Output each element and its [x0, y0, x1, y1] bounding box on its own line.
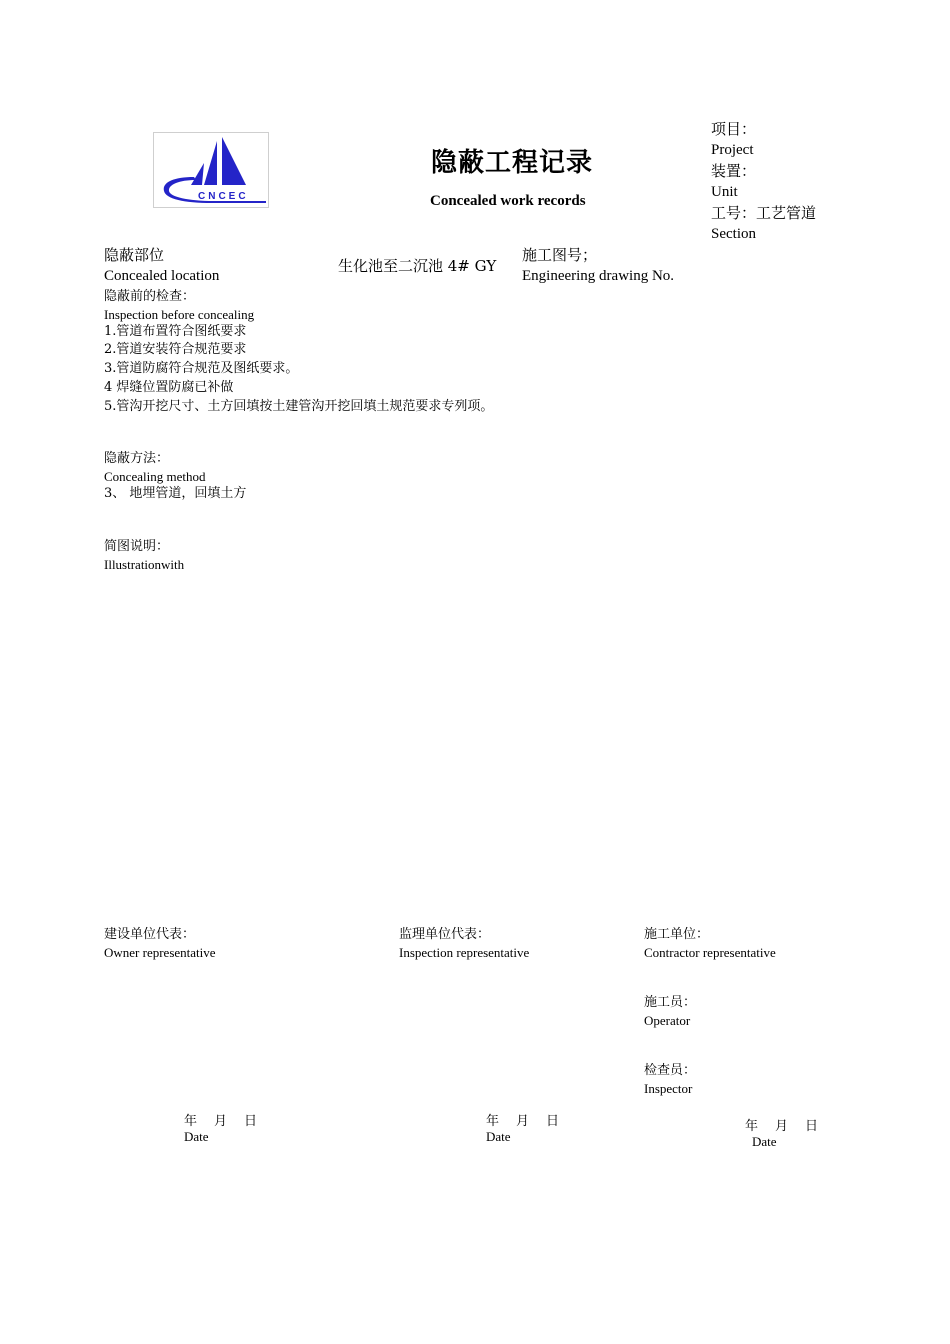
- inspection-rep-label-en: Inspection representative: [399, 945, 530, 960]
- svg-text:CNCEC: CNCEC: [198, 191, 249, 202]
- inspection-item: 4 焊缝位置防腐已补做: [104, 380, 234, 395]
- illustration-label-en: Illustrationwith: [104, 557, 185, 572]
- section-label-zh: 工号：工艺管道: [711, 204, 817, 222]
- date-year: 年: [184, 1114, 200, 1129]
- owner-date-en: Date: [184, 1129, 209, 1144]
- inspection-item: 3.管道防腐符合规范及图纸要求。: [104, 361, 299, 376]
- inspector-label-zh: 检查员：: [644, 1063, 697, 1078]
- date-month: 月: [775, 1119, 791, 1134]
- owner-rep-label-en: Owner representative: [104, 945, 216, 960]
- inspection-item: 2.管道安装符合规范要求: [104, 342, 247, 357]
- location-value: 生化池至二沉池 4# GY: [338, 257, 497, 275]
- project-label-zh: 项目：: [711, 120, 757, 138]
- inspection-date-en: Date: [486, 1129, 511, 1144]
- inspection-item: 5.管沟开挖尺寸、土方回填按土建管沟开挖回填土规范要求专列项。: [104, 399, 494, 414]
- cncec-logo: [153, 132, 269, 208]
- operator-label-en: Operator: [644, 1013, 691, 1028]
- date-month: 月: [516, 1114, 532, 1129]
- inspection-label-en: Inspection before concealing: [104, 307, 255, 322]
- location-label-en: Concealed location: [104, 268, 220, 284]
- method-value: 3、 地埋管道，回填土方: [104, 486, 247, 501]
- contractor-date-zh: [745, 1115, 835, 1134]
- inspection-rep-label-zh: 监理单位代表：: [399, 927, 491, 942]
- owner-rep-label-zh: 建设单位代表：: [104, 927, 196, 942]
- unit-label-en: Unit: [711, 184, 738, 200]
- drawing-label-en: Engineering drawing No.: [522, 268, 675, 284]
- page-subtitle: Concealed work records: [430, 193, 586, 209]
- date-day: 日: [805, 1119, 821, 1134]
- project-label-en: Project: [711, 142, 754, 158]
- method-label-zh: 隐蔽方法：: [104, 451, 170, 466]
- inspection-item: 1.管道布置符合图纸要求: [104, 324, 247, 339]
- drawing-label-zh: 施工图号；: [522, 246, 598, 264]
- illustration-label-zh: 简图说明：: [104, 539, 170, 554]
- page-title: 隐蔽工程记录: [431, 148, 594, 178]
- location-label-zh: 隐蔽部位: [104, 246, 165, 264]
- unit-label-zh: 装置：: [711, 162, 757, 180]
- date-day: 日: [546, 1114, 562, 1129]
- logo-emblem-icon: [154, 133, 268, 207]
- date-day: 日: [244, 1114, 260, 1129]
- method-label-en: Concealing method: [104, 469, 206, 484]
- inspection-date-zh: [486, 1110, 576, 1129]
- date-month: 月: [214, 1114, 230, 1129]
- date-year: 年: [745, 1119, 761, 1134]
- date-year: 年: [486, 1114, 502, 1129]
- contractor-date-en: Date: [752, 1134, 777, 1149]
- owner-date-zh: [184, 1110, 274, 1129]
- inspector-label-en: Inspector: [644, 1081, 693, 1096]
- inspection-label-zh: 隐蔽前的检查：: [104, 289, 196, 304]
- contractor-rep-label-en: Contractor representative: [644, 945, 776, 960]
- operator-label-zh: 施工员：: [644, 995, 697, 1010]
- section-label-en: Section: [711, 226, 756, 242]
- contractor-rep-label-zh: 施工单位：: [644, 927, 710, 942]
